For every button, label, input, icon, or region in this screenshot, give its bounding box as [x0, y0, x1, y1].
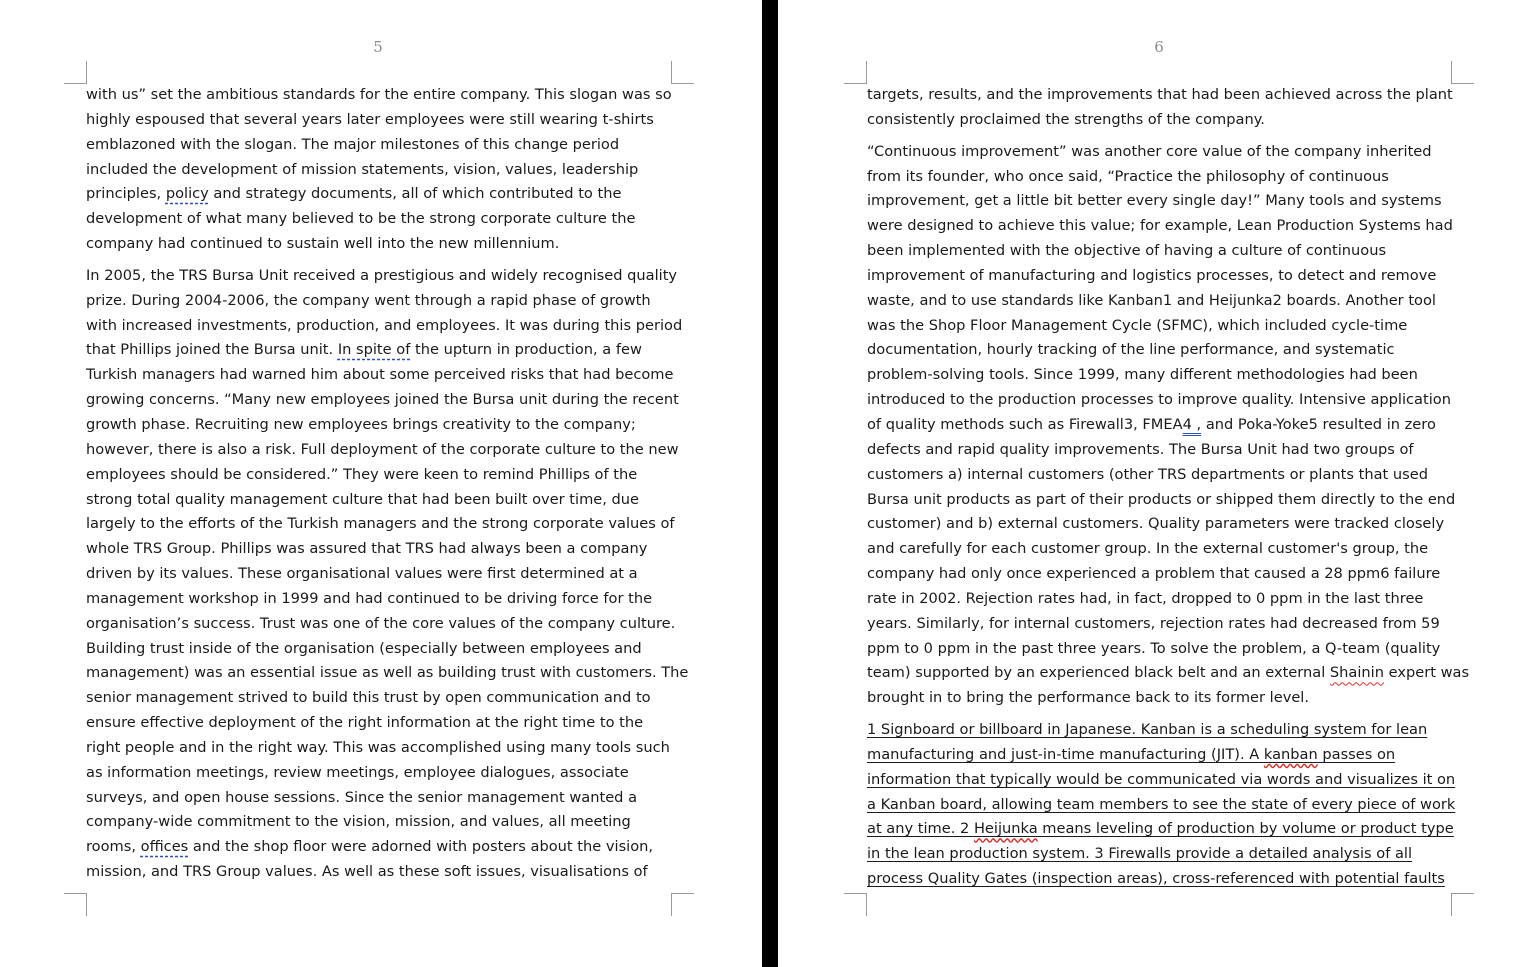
text-run: a Kanban board, allowing team members to see the state of every piece of work [867, 795, 1456, 813]
text-line [86, 463, 676, 488]
text-run: improvement of manufacturing and logistics processes, to detect and remove [867, 266, 1437, 284]
spelling-error[interactable]: Shainin [1329, 664, 1384, 682]
text-run: management workshop in 1999 and had continued to be driving force for the [86, 589, 653, 607]
text-run: was the Shop Floor Management Cycle (SFMC), which included cycle-time [867, 316, 1408, 334]
footnote-line [867, 743, 1463, 768]
document-page-left[interactable] [0, 0, 762, 967]
text-line [867, 289, 1463, 314]
text-run: with increased investments, production, and employees. It was during this period [86, 316, 683, 334]
text-line [867, 587, 1463, 612]
text-run: strong total quality management culture that had been built over time, due [86, 490, 640, 508]
text-line [86, 314, 683, 339]
text-run: been implemented with the objective of having a culture of continuous [867, 242, 1387, 260]
footnote-reference[interactable]: 4 , [1182, 415, 1202, 433]
body-paragraph[interactable] [867, 140, 1470, 711]
text-line [86, 207, 676, 232]
text-line [867, 264, 1463, 289]
text-run: In 2005, the TRS Bursa Unit received a prestigious and widely recognised quality [86, 266, 678, 284]
text-run: mission, and TRS Group values. As well as these soft issues, visualisations of [86, 863, 648, 881]
text-run: company had only once experienced a problem that caused a 28 ppm6 failure [867, 565, 1441, 583]
text-run: were designed to achieve this value; for example, Lean Production Systems had [867, 217, 1453, 235]
body-paragraph[interactable] [867, 83, 1463, 133]
text-run: process Quality Gates (inspection areas), cross-referenced with potential faults [867, 870, 1445, 888]
text-run: growth phase. Recruiting new employees brings creativity to the company; [86, 415, 636, 433]
text-run: growing concerns. “Many new employees joined the Bursa unit during the recent [86, 391, 679, 409]
document-page-right[interactable] [778, 0, 1540, 967]
text-line [86, 661, 689, 686]
text-run: largely to the efforts of the Turkish managers and the strong corporate values of [86, 515, 675, 533]
text-line [86, 83, 676, 108]
text-line [867, 463, 1463, 488]
text-run: surveys, and open house sessions. Since the senior management wanted a [86, 788, 638, 806]
text-run: consistently proclaimed the strengths of the company. [867, 110, 1265, 128]
text-line [86, 264, 676, 289]
text-run: defects and rapid quality improvements. The Bursa Unit had two groups of [867, 440, 1414, 458]
text-run: information that typically would be communicated via words and visualizes it on [867, 770, 1456, 788]
text-run: the upturn in production, a few [410, 341, 642, 359]
text-line [867, 512, 1463, 537]
text-line [867, 108, 1463, 133]
text-run: brought in to bring the performance back to its former level. [867, 689, 1310, 707]
text-run: rooms, [86, 838, 141, 856]
text-line [86, 133, 676, 158]
text-run: in the lean production system. 3 Firewalls provide a detailed analysis of all [867, 845, 1413, 863]
text-run: right people and in the right way. This was accomplished using many tools such [86, 738, 670, 756]
text-run: customers a) internal customers (other TRS departments or plants that used [867, 465, 1428, 483]
text-line [86, 612, 676, 637]
crop-mark-bottom-left [844, 893, 867, 916]
footnote-line [867, 718, 1463, 743]
text-line [867, 388, 1463, 413]
text-line [867, 338, 1463, 363]
text-run: rate in 2002. Rejection rates had, in fact, dropped to 0 ppm in the last three [867, 589, 1424, 607]
text-line [86, 289, 676, 314]
crop-mark-top-left [844, 61, 867, 84]
text-run: “Continuous improvement” was another core value of the company inherited [867, 142, 1432, 160]
text-line [867, 239, 1463, 264]
footnote-line [867, 793, 1463, 818]
text-line [86, 158, 676, 183]
footnote-block[interactable] [867, 718, 1463, 892]
text-line [867, 488, 1463, 513]
text-line [867, 612, 1463, 637]
crop-mark-top-left [64, 61, 87, 84]
text-run: however, there is also a risk. Full deployment of the corporate culture to the new [86, 440, 679, 458]
text-line [867, 165, 1463, 190]
text-line [867, 140, 1463, 165]
text-run: senior management strived to build this trust by open communication and to [86, 689, 651, 707]
page-number: 5 [373, 38, 383, 56]
text-run: improvement, get a little bit better every single day!” Many tools and systems [867, 192, 1442, 210]
text-run: Building trust inside of the organisation (especially between employees and [86, 639, 642, 657]
text-run: and strategy documents, all of which contributed to the [208, 185, 622, 203]
text-line [867, 537, 1463, 562]
text-line [86, 686, 676, 711]
text-run: customer) and b) external customers. Quality parameters were tracked closely [867, 515, 1445, 533]
text-run: included the development of mission statements, vision, values, leadership [86, 160, 639, 178]
text-run: employees should be considered.” They were keen to remind Phillips of the [86, 465, 638, 483]
text-line [86, 338, 676, 363]
text-run: that Phillips joined the Bursa unit. [86, 341, 338, 359]
text-run: manufacturing and just-in-time manufacturing (JIT). A [867, 745, 1264, 763]
crop-mark-top-right [1451, 61, 1474, 84]
text-line [86, 232, 676, 257]
crop-mark-bottom-left [64, 893, 87, 916]
spelling-error[interactable]: kanban [1263, 745, 1318, 763]
footnote-line [867, 842, 1463, 867]
text-line [86, 587, 676, 612]
text-run: passes on [1317, 745, 1396, 763]
text-run: ensure effective deployment of the right information at the right time to the [86, 714, 644, 732]
text-run: organisation’s success. Trust was one of the core values of the company culture. [86, 614, 676, 632]
text-run: targets, results, and the improvements that had been achieved across the plant [867, 86, 1453, 103]
text-line [86, 761, 676, 786]
text-run: years. Similarly, for internal customers, rejection rates had decreased from 59 [867, 614, 1440, 632]
text-run: from its founder, who once said, “Practice the philosophy of continuous [867, 167, 1389, 185]
text-run: highly espoused that several years later employees were still wearing t-shirts [86, 110, 654, 128]
grammar-suggestion[interactable]: In spite of [337, 341, 411, 359]
crop-mark-bottom-right [671, 893, 694, 916]
text-line [867, 637, 1463, 662]
text-line [867, 438, 1463, 463]
text-line [86, 562, 676, 587]
text-line [86, 786, 676, 811]
text-run: introduced to the production processes to improve quality. Intensive application [867, 391, 1451, 409]
text-run: waste, and to use standards like Kanban1 and Heijunka2 boards. Another tool [867, 291, 1436, 309]
text-run: Bursa unit products as part of their products or shipped them directly to the end [867, 490, 1456, 508]
text-line [867, 686, 1463, 711]
text-line [86, 182, 676, 207]
page-divider [762, 0, 778, 967]
grammar-suggestion[interactable]: offices [140, 838, 189, 856]
text-line [86, 537, 676, 562]
text-line [86, 711, 676, 736]
text-run: company had continued to sustain well into the new millennium. [86, 235, 560, 253]
page-number: 6 [1154, 38, 1164, 56]
text-line [86, 363, 676, 388]
text-run: whole TRS Group. Phillips was assured that TRS had always been a company [86, 540, 648, 558]
body-paragraph[interactable] [86, 264, 689, 885]
text-run: and the shop floor were adorned with posters about the vision, [188, 838, 654, 856]
text-run: team) supported by an experienced black belt and an external [867, 664, 1330, 682]
text-run: Turkish managers had warned him about some perceived risks that had become [86, 366, 674, 384]
text-run: emblazoned with the slogan. The major milestones of this change period [86, 135, 620, 153]
spelling-error[interactable]: Heijunka [973, 820, 1038, 838]
text-line [867, 83, 1463, 108]
text-run: and carefully for each customer group. In the external customer's group, the [867, 540, 1429, 558]
text-run: ppm to 0 ppm in the past three years. To solve the problem, a Q-team (quality [867, 639, 1441, 657]
text-run: principles, [86, 185, 166, 203]
text-line [86, 810, 676, 835]
text-line [867, 661, 1470, 686]
footnote-line [867, 768, 1463, 793]
text-run: and Poka-Yoke5 resulted in zero [1201, 415, 1436, 433]
text-line [867, 562, 1463, 587]
text-run: means leveling of production by volume or product type [1037, 820, 1454, 838]
text-line [86, 388, 679, 413]
text-run: driven by its values. These organisational values were first determined at a [86, 565, 638, 583]
footnote-line [867, 867, 1463, 892]
page-body-text[interactable] [867, 83, 1470, 899]
text-run: as information meetings, review meetings, employee dialogues, associate [86, 763, 629, 781]
text-run: documentation, hourly tracking of the line performance, and systematic [867, 341, 1395, 359]
text-run: of quality methods such as Firewall3, FMEA [867, 415, 1183, 433]
text-run: company-wide commitment to the vision, mission, and values, all meeting [86, 813, 631, 831]
text-run: expert was [1384, 664, 1470, 682]
text-run: at any time. 2 [867, 820, 974, 838]
text-line [867, 363, 1463, 388]
text-line [86, 637, 676, 662]
crop-mark-top-right [671, 61, 694, 84]
text-run: 1 Signboard or billboard in Japanese. Kanban is a scheduling system for lean [867, 721, 1428, 739]
text-line [867, 189, 1463, 214]
text-line [867, 413, 1463, 438]
text-run: management) was an essential issue as well as building trust with customers. The [86, 664, 689, 682]
text-line [86, 860, 676, 885]
text-line [86, 413, 676, 438]
text-line [86, 438, 679, 463]
text-run: prize. During 2004-2006, the company went through a rapid phase of growth [86, 291, 651, 309]
text-line [86, 488, 676, 513]
grammar-suggestion[interactable]: policy [165, 185, 209, 203]
text-run: with us” set the ambitious standards for the entire company. This slogan was so [86, 86, 672, 103]
text-line [86, 108, 676, 133]
text-line [86, 835, 676, 860]
text-line [867, 314, 1463, 339]
text-run: development of what many believed to be the strong corporate culture the [86, 210, 636, 228]
body-paragraph[interactable] [86, 83, 676, 257]
text-run: problem-solving tools. Since 1999, many different methodologies had been [867, 366, 1418, 384]
text-line [867, 214, 1463, 239]
page-body-text[interactable] [86, 83, 689, 892]
text-line [86, 736, 676, 761]
text-line [86, 512, 676, 537]
footnote-line [867, 817, 1463, 842]
